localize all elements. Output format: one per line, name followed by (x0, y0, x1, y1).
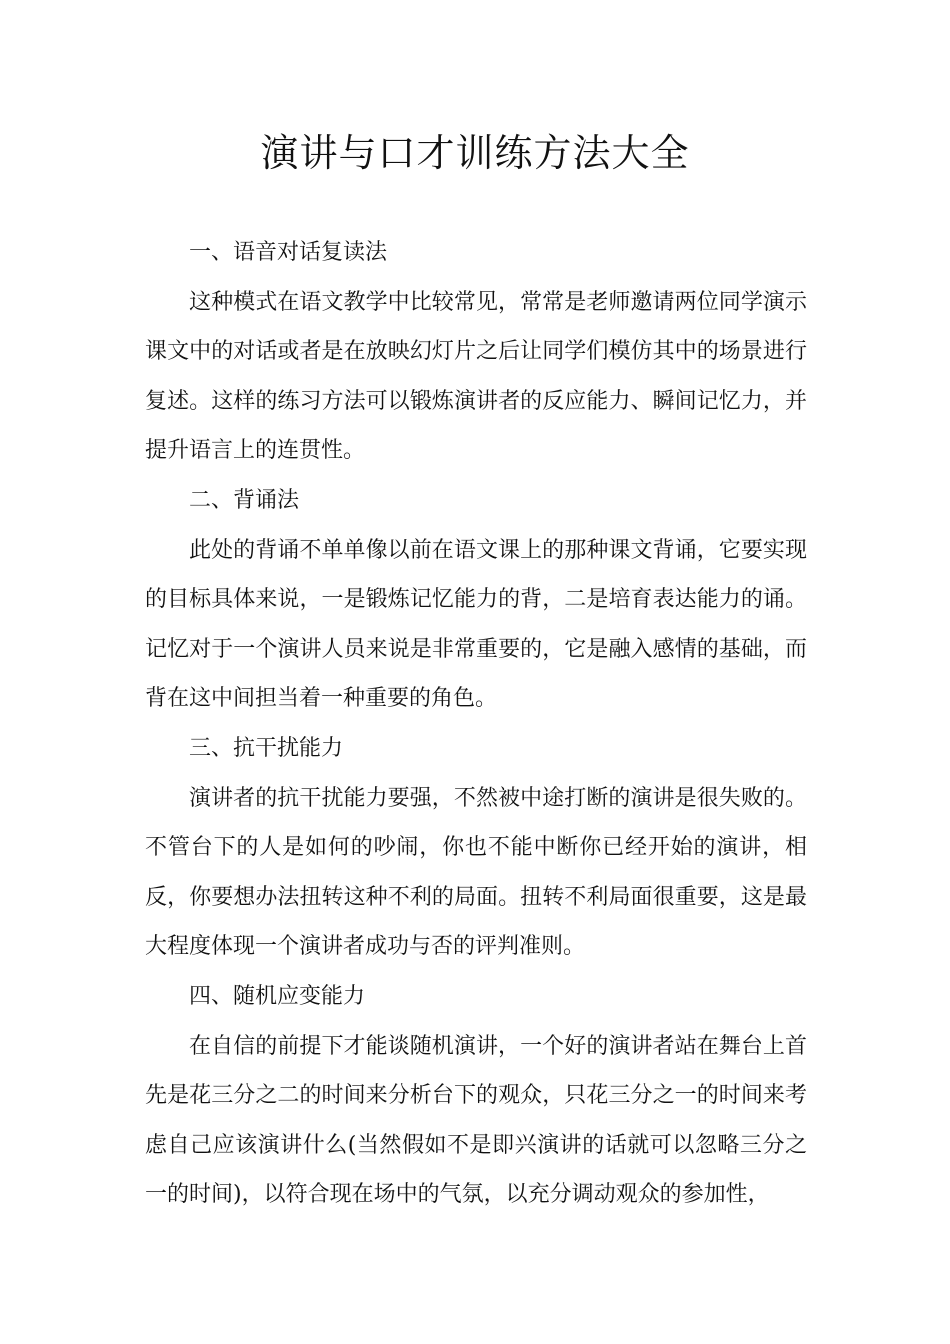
section-paragraph-1: 这种模式在语文教学中比较常见，常常是老师邀请两位同学演示课文中的对话或者是在放映幻灯片之后让同学们模仿其中的场景进行复述。这样的练习方法可以锻炼演讲者的反应能力、瞬间记忆力，并提升语言上的连贯性。 (145, 289, 807, 464)
document-body (145, 228, 807, 1220)
section-paragraph-4: 在自信的前提下才能谈随机演讲，一个好的演讲者站在舞台上首先是花三分之二的时间来分析台下的观众，只花三分之一的时间来考虑自己应该演讲什么(当然假如不是即兴演讲的话就可以忽略三分之一的时间)，以符合现在场中的气氛，以充分调动观众的参加性， (145, 1033, 807, 1208)
section-paragraph-3: 演讲者的抗干扰能力要强，不然被中途打断的演讲是很失败的。不管台下的人是如何的吵闹，你也不能中断你已经开始的演讲，相反，你要想办法扭转这种不利的局面。扭转不利局面很重要，这是最大程度体现一个演讲者成功与否的评判准则。 (145, 785, 807, 960)
section-heading-3: 三、抗干扰能力 (189, 735, 344, 761)
section-heading-4: 四、随机应变能力 (189, 983, 366, 1009)
document-title: 演讲与口才训练方法大全 (260, 131, 690, 175)
section-paragraph-2: 此处的背诵不单单像以前在语文课上的那种课文背诵，它要实现的目标具体来说，一是锻炼记忆能力的背，二是培育表达能力的诵。记忆对于一个演讲人员来说是非常重要的，它是融入感情的基础，而背在这中间担当着一种重要的角色。 (145, 537, 807, 712)
section-heading-2: 二、背诵法 (189, 487, 300, 513)
section-heading-1: 一、语音对话复读法 (189, 240, 388, 265)
